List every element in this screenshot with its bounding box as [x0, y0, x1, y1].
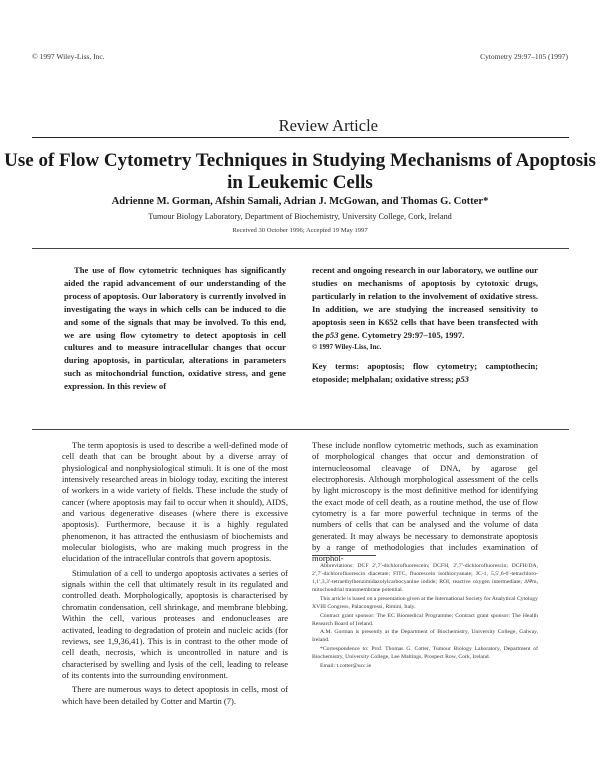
abstract-bottom-rule	[32, 429, 569, 430]
abstract-right-text: recent and ongoing research in our laboratory, we outline our studies on mechanisms of apoptosis by cytotoxic drugs, particularly in relation to the involvement of oxidative stress. In addition, we are studying the increased sensitivity to apoptosis seen in K652 cells that have been transfected with the	[312, 265, 538, 340]
footnote-presentation: This article is based on a presentation given at the International Society for Analytical Cytology XVIII Congress, Palacongressi, Rimini, Italy.	[312, 595, 538, 610]
abstract-citation: gene. Cytometry 29:97–105, 1997.	[338, 329, 465, 340]
abstract-right	[312, 264, 538, 386]
journal-citation: Cytometry 29:97–105 (1997)	[480, 52, 568, 61]
received-dates: Received 30 October 1996; Accepted 19 May 1997	[232, 227, 368, 234]
body-paragraph: The term apoptosis is used to describe a well-defined mode of cell death that can be brought about by a diverse array of physiological and nonphysiological stimuli. It is one of the most intensively researched areas in biology today, exciting the interest of workers in a wide variety of fields. These include the study of cancer (where apoptosis may fail to occur when it should), AIDS, and various degenerative diseases (where there is excessive apoptosis). Furthermore, because it is a highly regulated phenomenon, it has attracted the enthusiasm of biochemists and molecular biologists, who are making much progress in the elucidation of the intracellular controls that govern apoptosis.	[62, 440, 288, 564]
authors: Adrienne M. Gorman, Afshin Samali, Adrian J. McGowan, and Thomas G. Cotter*	[111, 196, 489, 207]
body-paragraph: These include nonflow cytometric methods, such as examination of morphological changes that occur and demonstration of internucleosomal cleavage of DNA, by agarose gel electrophoresis. Although morphological assessment of the cells by light microscopy is the most definitive method for identifying the exact mode of cell death, as a routine method, the use of flow cytometry is a far more powerful technique in terms of the numbers of cells that can be analysed and the volume of data generated. It may always be necessary to demonstrate apoptosis by a range of methodologies that includes examination of morphol-	[312, 440, 538, 564]
key-terms-text: Key terms: apoptosis; flow cytometry; camptothecin; etoposide; melphalan; oxidative stress;	[312, 361, 538, 385]
gene-name: p53	[325, 329, 339, 340]
section-label: Review Article	[278, 116, 378, 135]
article-title: Use of Flow Cytometry Techniques in Studying Mechanisms of Apoptosis in Leukemic Cells	[4, 150, 596, 193]
body-right-column	[312, 440, 538, 565]
footnote-author-address: A.M. Gorman is presently at the Department of Biochemistry, University College, Galway, Ireland.	[312, 629, 538, 644]
affiliation: Tumour Biology Laboratory, Department of Biochemistry, University College, Cork, Ireland	[148, 212, 452, 221]
abstract-left: The use of flow cytometric techniques has significantly aided the rapid advancement of our understanding of the process of apoptosis. Our laboratory is currently involved in investigating the ways in which cells can be induced to die and some of the signals that may be involved. To this end, we are using flow cytometry to detect apoptosis in cell cultures and to measure intracellular changes that occur during apoptosis, in particular, alterations in parameters such as mitochondrial function, oxidative stress, and gene expression. In this review of	[64, 265, 286, 392]
key-terms	[312, 360, 538, 386]
footnote-grant: Contract grant sponsor: The EC Biomedical Programme; Contract grant sponsor: The Health Research Board of Ireland.	[312, 612, 538, 627]
footnote-rule	[312, 555, 376, 556]
body-left-column	[62, 440, 288, 707]
body-paragraph: Stimulation of a cell to undergo apoptosis activates a series of signals within the cell that ultimately result in its regulated and controlled death. Morphologically, apoptosis is characterised by chromatin condensation, cell shrinkage, and membrane blebbing. Within the cell, various proteases and endonucleases are activated, leading to degradation of protein and nucleic acids (for reviews, see 1,9,36,41). This is in contrast to the other mode of cell death, necrosis, which is uncontrolled in nature and is characterised by swelling and lysis of the cell, leading to release of its contents into the surrounding environment.	[62, 567, 288, 680]
journal-copyright: © 1997 Wiley-Liss, Inc.	[32, 52, 105, 61]
footnote-correspondence: *Correspondence to: Prof. Thomas G. Cotter, Tumour Biology Laboratory, Department of Biochemistry, University College, Lee Maltings, Prospect Row, Cork, Ireland.	[312, 645, 538, 661]
footnotes	[312, 562, 538, 670]
key-terms-gene: p53	[456, 374, 469, 385]
abstract-top-rule	[32, 248, 569, 249]
footnote-abbreviations: Abbreviations: DCF 2′,7′-dichlorofluorescein; DCFH, 2′,7′-dichlorofluorescin; DCFH/DA, 2′,7′-dichlorofluorescin diacetate; FITC, fluorescein isothiocyanate; JC-1, 5,5′,6-6′-tetrachloro-1,1′,3,3′-tetraethylbenzimidazolylcarbocyanine iodide; ROI, reactive oxygen intermediate; ΔΨm, mitochondrial transmembrane potential.	[312, 563, 538, 594]
section-rule	[32, 137, 569, 138]
footnote-email: Email: t.cotter@ucc.ie	[320, 662, 372, 669]
body-paragraph: There are numerous ways to detect apoptosis in cells, most of which have been detailed by Cotter and Martin (7).	[62, 684, 288, 706]
abstract-copyright: © 1997 Wiley-Liss, Inc.	[312, 343, 382, 352]
